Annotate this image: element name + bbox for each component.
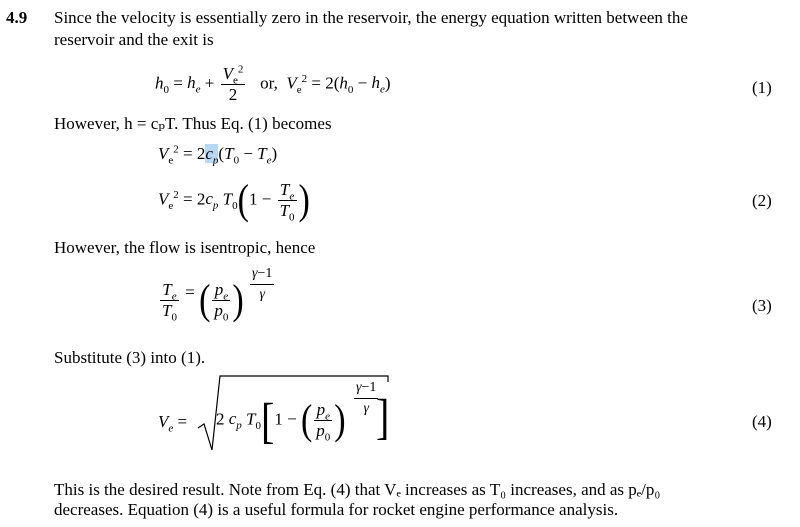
substitute-line: Substitute (3) into (1).: [54, 348, 206, 367]
equation-number-2: (2): [752, 191, 772, 210]
equation-number-4: (4): [752, 412, 772, 431]
equation-number-3: (3): [752, 296, 772, 315]
intro-line-1: Since the velocity is essentially zero in the reservoir, the energy equation written between the: [54, 8, 688, 27]
bracket-close-4: ]: [376, 388, 390, 445]
equation-intermediate: $V_e^2 = 2c_p(T_0 - T_e)$: [158, 143, 278, 167]
equation-number-1: (1): [752, 78, 772, 97]
equation-2: $V_e^2 = 2c_p$ $T_0(1$ − $\frac{T_e}{T_0}$ ): [158, 176, 310, 224]
or-label: or,: [260, 73, 278, 93]
however-line: However, h = cₚT. Thus Eq. (1) becomes: [54, 114, 332, 133]
conclusion-line-2: decreases. Equation (4) is a useful formula for rocket engine performance analysis.: [54, 500, 619, 519]
exponent-3: $\frac{\gamma-1}{\gamma}$: [252, 266, 273, 302]
intro-line-2: reservoir and the exit is: [54, 30, 214, 49]
equation-4-lhs: $V_e$ =: [158, 412, 188, 435]
conclusion-line-1: This is the desired result. Note from Eq. (4) that Vₑ increases as T₀ increases, and as pₑ/p₀: [54, 480, 661, 499]
problem-number: 4.9: [6, 8, 28, 27]
isentropic-line: However, the flow is isentropic, hence: [54, 238, 316, 257]
equation-3: $\frac{T_e}{T_0}$ = ( $\frac{p_e}{p_0}$ ): [162, 276, 244, 324]
equation-1: $h_0 = h_e$ + $\frac{V_e^2}{2}$ or, $V_e^2 = 2(h_0 - h_e)$: [155, 63, 391, 104]
equation-4-radicand: 2 $c_p$ $T_0[1$ − ( $\frac{p_e}{p_0}$ ): [216, 391, 346, 448]
exponent-4: $\frac{\gamma-1}{\gamma}$: [356, 380, 377, 416]
